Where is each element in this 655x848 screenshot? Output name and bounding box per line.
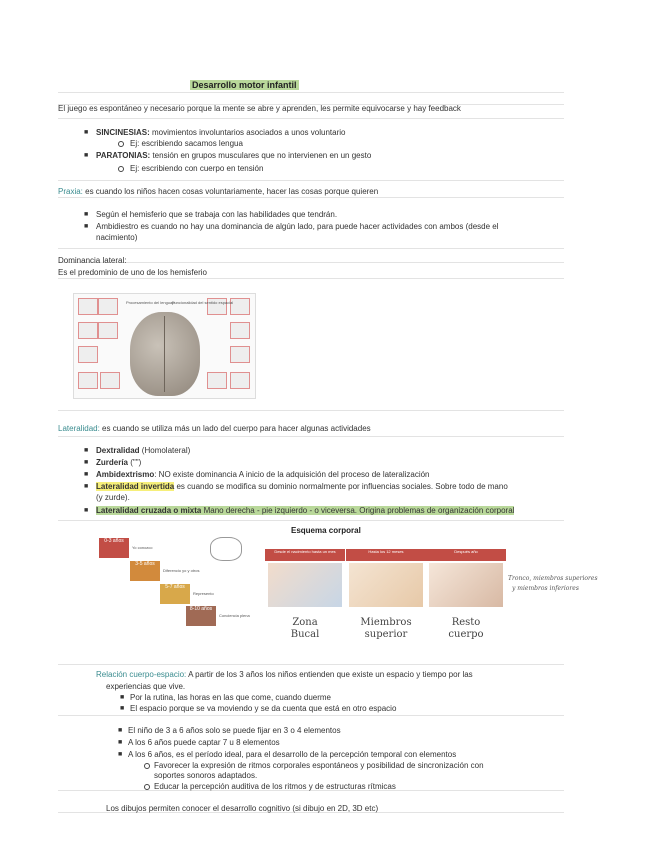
hemisferio-bullet-2-cont: nacimiento) (96, 233, 138, 242)
ninos-sub-2: Educar la percepción auditiva de los ritmos y de estructuras rítmicas (154, 782, 396, 791)
lateralidad-item-4-cont: (y zurde). (96, 493, 130, 502)
document-page: Desarrollo motor infantil El juego es espontáneo y necesario porque la mente se abre y aprenden, les permite equivocarse y hay feedback ■ SINCINESIAS: movimientos involuntarios asociados a unos voluntario Ej: escribiendo sacamos lengua ■ PARATONIAS: tensión en grupos musculares que no intervienen en un gesto Ej: escribiendo con cuerpo en tensión Praxia: es cuando los niños hacen cosas voluntariamente, hacer las cosas porque quieren ■ Según el hemisferio que se trabaja con las habilidades que tendrán. ■ Ambidiestro es cuando no hay una dominancia de algún lado, para puede hacer actividades con ambos (desde el nacimiento) Dominancia lateral: Es el predominio de uno de los hemisferio Procesamiento del lenguaje Funcionalidad del sentido espacial Lateralidad: es cuando se utiliza más un lado del cuerpo para hacer algunas actividades ■ Dextralidad (Homolateral) ■ Zurdería ("") ■ Ambidextrismo: NO existe dominancia A inicio de la adquisición del proceso de lateralización ■ Lateralidad invertida es cuando se modifica su dominio normalmente por influencias sociales. Sobre todo de mano (y zurde). ■ Lateralidad cruzada o mixta Mano derecha - pie izquierdo - o viceversa. Origina problemas de organización corporal Esquema corporal 0-3 años Yo conozco 3-5 años Diferencio yo y otros 5-7 años Represento 8-10 años Conciencia plena Desde el nacimiento hasta un mes Zona Bucal Hasta los 12 meses Miembros superior Después año Resto cuerpo Tronco, miembros superiores y miembros inferiores Relación cuerpo-espacio: A partir de los 3 años los niños entienden que existe un espacio y tiempo por las experiencias que vive. ■ Por la rutina, las horas en las que come, cuando duerme ■ El espacio porque se va moviendo y se da cuenta que está en otro espacio ■ El niño de 3 a 6 años solo se puede fijar en 3 o 4 elementos ■ A los 6 años puede captar 7 u 8 elementos ■ A los 6 años, es el período ideal, para el desarrollo de la percepción temporal con elementos Favorecer la expresión de ritmos corporales espontáneos y posibilidad de sincronización con soportes sonoros adaptados. Educar la percepción auditiva de los ritmos y de estructuras rítmicas Los dibujos permiten conocer el desarrollo cognitivo (si dibujo en 2D, 3D etc) (58, 80, 598, 813)
stair-note-2: Diferencio yo y otros (163, 568, 200, 573)
relacion-text-cont: experiencias que vive. (106, 682, 186, 691)
ninos-sub-1-cont: soportes sonoros adaptados. (154, 771, 258, 780)
sincinesias-example: Ej: escribiendo sacamos lengua (130, 139, 243, 148)
lateralidad-text: Lateralidad: es cuando se utiliza más un lado del cuerpo para hacer algunas actividades (58, 424, 371, 433)
baby-photo (268, 563, 342, 607)
lateralidad-item-1: Dextralidad (Homolateral) (96, 446, 191, 455)
brain-image (130, 312, 200, 396)
dominancia-heading: Dominancia lateral: (58, 256, 127, 265)
lateralidad-item-2: Zurdería ("") (96, 458, 142, 467)
stair-note-1: Yo conozco (132, 545, 153, 550)
esquema-title: Esquema corporal (291, 526, 361, 535)
paratonias-example: Ej: escribiendo con cuerpo en tensión (130, 164, 264, 173)
relacion-bullet-2: El espacio porque se va moviendo y se da cuenta que está en otro espacio (130, 704, 397, 713)
stair-step-1: 0-3 años (99, 538, 129, 558)
stair-note-4: Conciencia plena (219, 613, 250, 618)
esquema-panel-3: Después año Resto cuerpo (426, 549, 506, 653)
child-sketch-icon (210, 537, 242, 561)
stair-step-2: 3-5 años (130, 561, 160, 581)
esquema-panel-1: Desde el nacimiento hasta un mes Zona Bucal (265, 549, 345, 653)
ninos-bullet-2: A los 6 años puede captar 7 u 8 elementos (128, 738, 280, 747)
lateralidad-item-3: Ambidextrismo: NO existe dominancia A inicio de la adquisición del proceso de lateralización (96, 470, 430, 479)
brain-right-caption: Funcionalidad del sentido espacial (172, 300, 234, 305)
lateralidad-item-5: Lateralidad cruzada o mixta Mano derecha - pie izquierdo - o viceversa. Origina problemas de organización corporal (96, 506, 515, 515)
stair-step-4: 8-10 años (186, 606, 216, 626)
dibujos-text: Los dibujos permiten conocer el desarrollo cognitivo (si dibujo en 2D, 3D etc) (106, 804, 379, 813)
handwritten-note-2: y miembros inferiores (512, 585, 579, 592)
stair-note-3: Represento (193, 591, 214, 596)
children-photo (429, 563, 503, 607)
stair-step-3: 5-7 años (160, 584, 190, 604)
toddler-photo (349, 563, 423, 607)
ninos-bullet-3: A los 6 años, es el período ideal, para el desarrollo de la percepción temporal con elementos (128, 750, 457, 759)
handwritten-note-1: Tronco, miembros superiores (508, 575, 598, 582)
praxia-text: Praxia: es cuando los niños hacen cosas voluntariamente, hacer las cosas porque quieren (58, 187, 379, 196)
esquema-panel-2: Hasta los 12 meses Miembros superior (346, 549, 426, 653)
ninos-bullet-1: El niño de 3 a 6 años solo se puede fijar en 3 o 4 elementos (128, 726, 341, 735)
ninos-sub-1: Favorecer la expresión de ritmos corporales espontáneos y posibilidad de sincronización con (154, 761, 484, 770)
paratonias-item: PARATONIAS: tensión en grupos musculares que no intervienen en un gesto (96, 151, 372, 160)
relacion-text: Relación cuerpo-espacio: A partir de los 3 años los niños entienden que existe un espacio y tiempo por las (96, 670, 473, 679)
page-title: Desarrollo motor infantil (192, 80, 297, 90)
relacion-bullet-1: Por la rutina, las horas en las que come, cuando duerme (130, 693, 332, 702)
brain-hemispheres-figure (73, 293, 256, 399)
intro-text: El juego es espontáneo y necesario porque la mente se abre y aprenden, les permite equivocarse y hay feedback (58, 104, 461, 113)
hemisferio-bullet-2: Ambidiestro es cuando no hay una dominancia de algún lado, para puede hacer actividades con ambos (desde el (96, 222, 499, 231)
dominancia-text: Es el predominio de uno de los hemisferio (58, 268, 207, 277)
sincinesias-item: SINCINESIAS: movimientos involuntarios asociados a unos voluntario (96, 128, 346, 137)
brain-left-caption: Procesamiento del lenguaje (126, 300, 176, 305)
lateralidad-item-4: Lateralidad invertida es cuando se modifica su dominio normalmente por influencias sociales. Sobre todo de mano (96, 482, 508, 491)
hemisferio-bullet-1: Según el hemisferio que se trabaja con las habilidades que tendrán. (96, 210, 338, 219)
